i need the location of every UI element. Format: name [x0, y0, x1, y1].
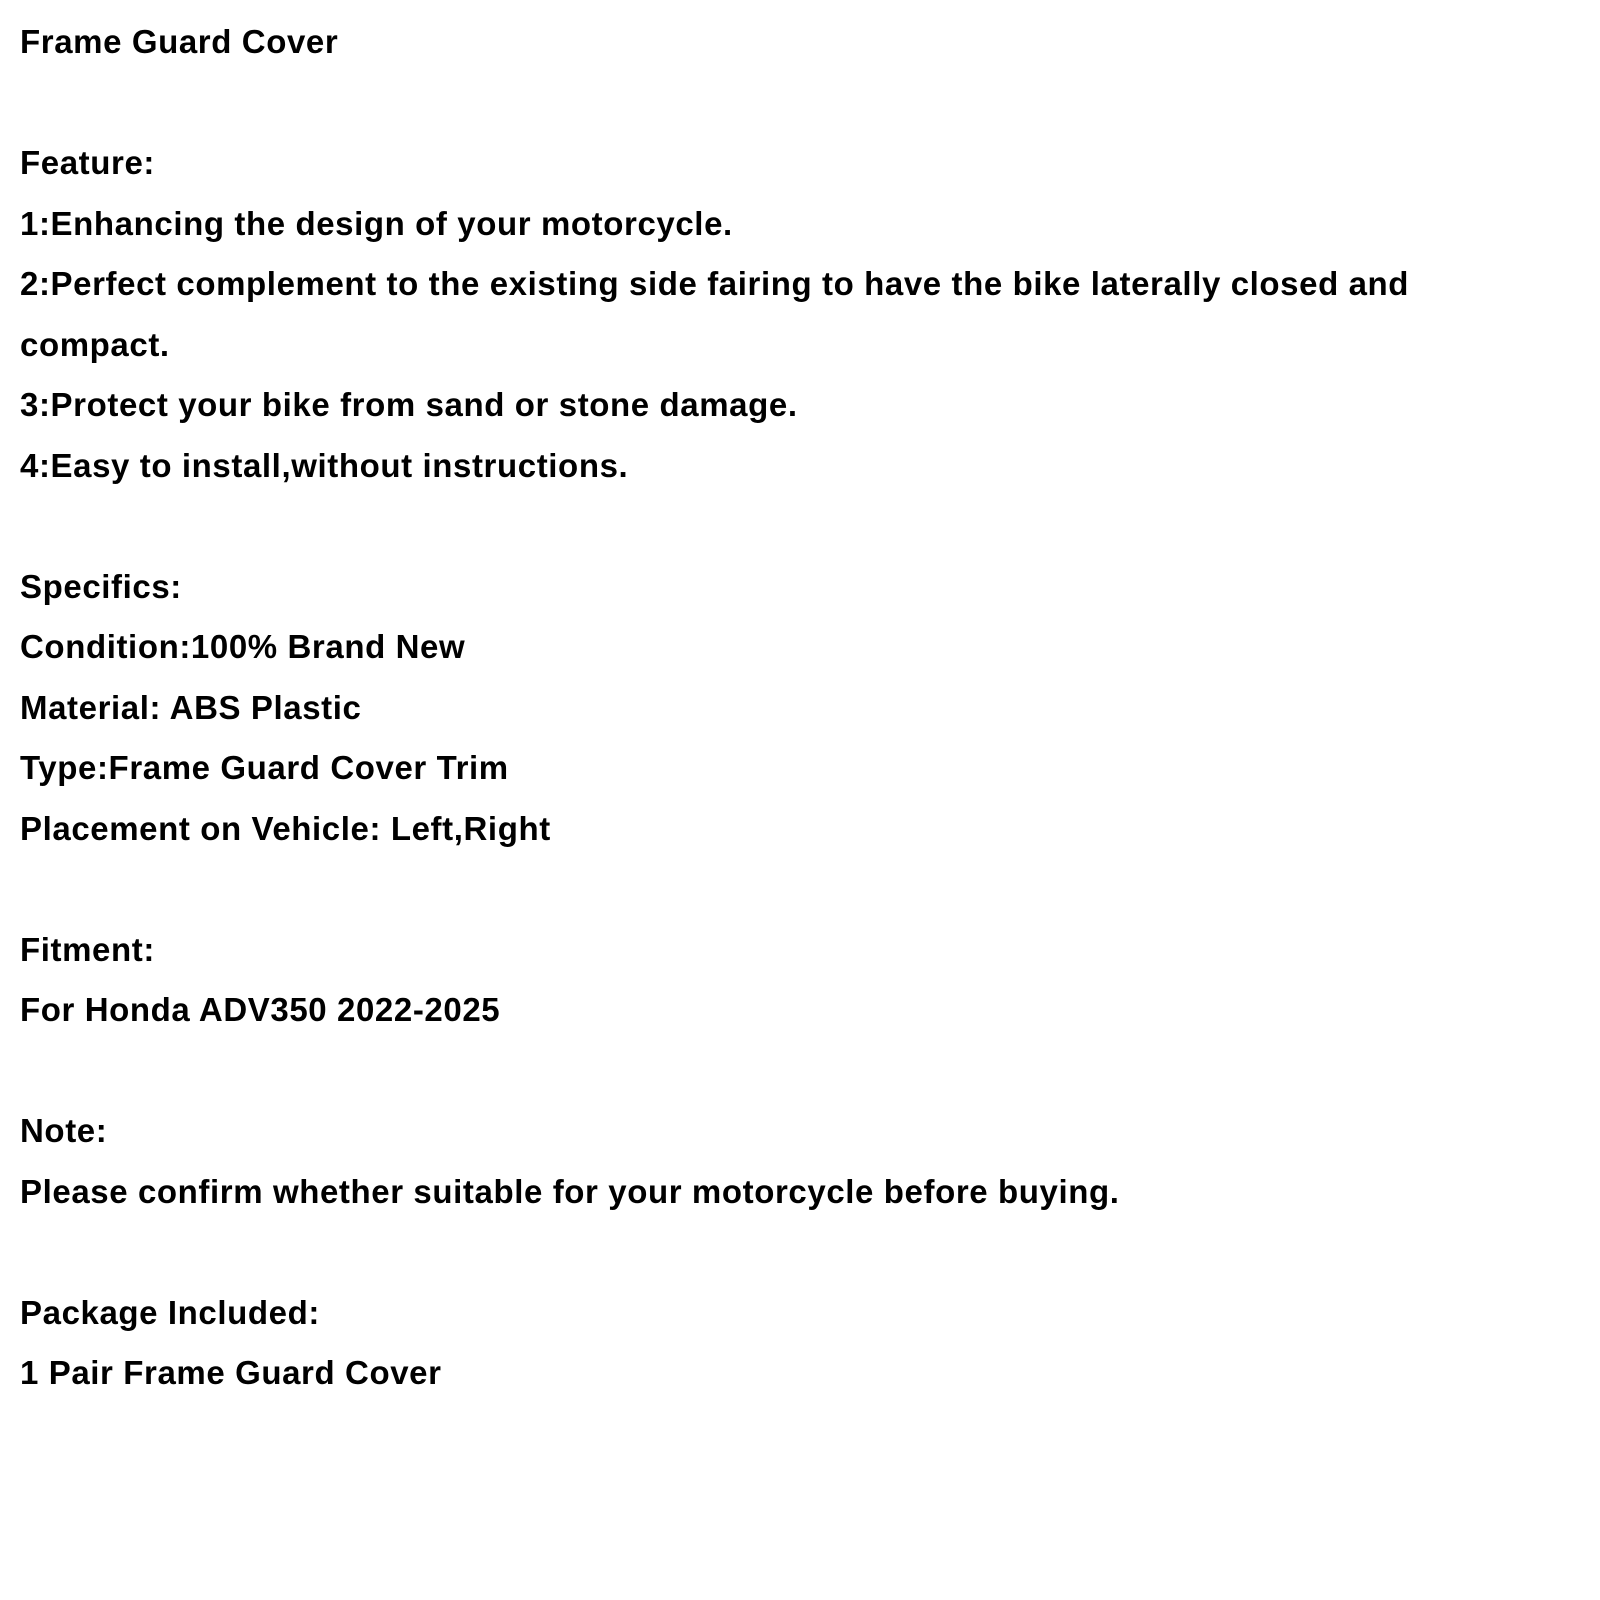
package-heading: Package Included: [20, 1293, 320, 1331]
spacer [20, 496, 1580, 557]
feature-item: 3:Protect your bike from sand or stone damage. [20, 386, 798, 423]
specifics-heading: Specifics: [20, 567, 182, 605]
product-description [20, 12, 1580, 1404]
note-item: Please confirm whether suitable for your motorcycle before buying. [20, 1172, 1120, 1210]
specifics-item: Condition:100% Brand New [20, 628, 466, 665]
package-item: 1 Pair Frame Guard Cover [20, 1354, 442, 1391]
specifics-item: Placement on Vehicle: Left,Right [20, 809, 551, 847]
feature-item: 2:Perfect complement to the existing side fairing to have the bike laterally closed and [20, 265, 1410, 302]
spacer [20, 1222, 1580, 1283]
document-title: Frame Guard Cover [20, 23, 339, 60]
feature-item: 1:Enhancing the design of your motorcycle. [20, 204, 733, 242]
specifics-item: Type:Frame Guard Cover Trim [20, 749, 509, 786]
note-heading: Note: [20, 1112, 108, 1149]
spacer [20, 859, 1580, 920]
spacer [20, 1041, 1580, 1102]
feature-item-continuation: compact. [20, 325, 170, 363]
feature-heading: Feature: [20, 144, 155, 181]
feature-item: 4:Easy to install,without instructions. [20, 446, 629, 484]
specifics-item: Material: ABS Plastic [20, 688, 362, 726]
fitment-item: For Honda ADV350 2022-2025 [20, 991, 501, 1028]
spacer [20, 73, 1580, 134]
fitment-heading: Fitment: [20, 930, 155, 968]
